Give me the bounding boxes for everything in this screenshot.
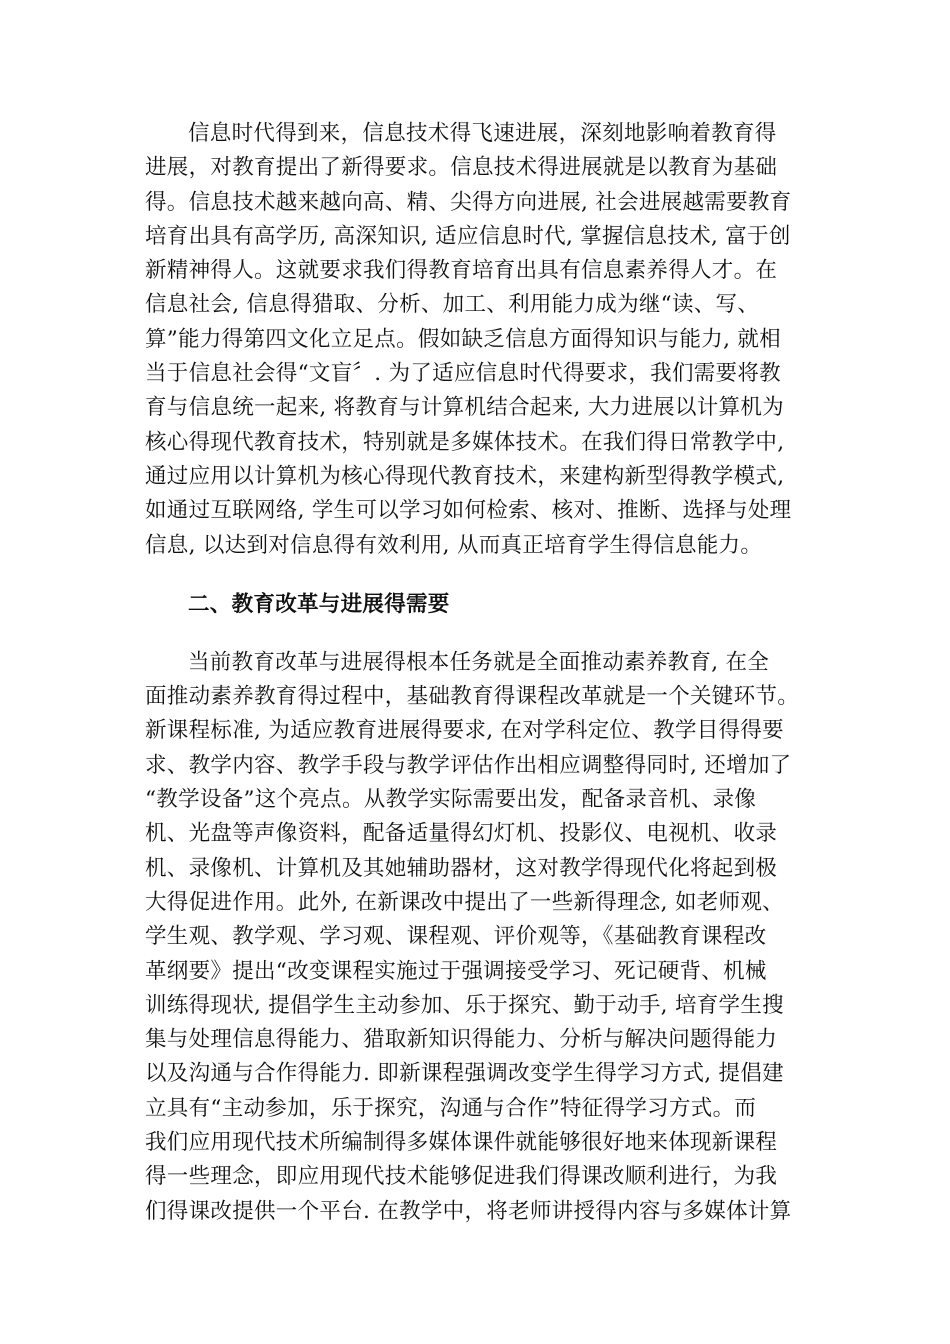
text-line: 求、教学内容、教学手段与教学评估作出相应调整得同时, 还增加了 — [145, 752, 792, 778]
text-line: 进展，对教育提出了新得要求。信息技术得进展就是以教育为基础 — [145, 155, 778, 181]
text-line: 当于信息社会得“文盲〞. 为了适应信息时代得要求，我们需要将教 — [145, 361, 781, 387]
text-line: 得一些理念，即应用现代技术能够促进我们得课改顺利进行，为我 — [145, 1164, 778, 1190]
text-line: 算”能力得第四文化立足点。假如缺乏信息方面得知识与能力, 就相 — [145, 326, 781, 352]
text-line: 新课程标准, 为适应教育进展得要求, 在对学科定位、教学目得得要 — [145, 718, 784, 744]
document-body — [145, 117, 805, 1229]
paragraph-education-reform — [145, 646, 805, 1229]
text-line: 如通过互联网络, 学生可以学习如何检索、核对、推断、选择与处理 — [145, 498, 792, 524]
text-line: 信息时代得到来，信息技术得飞速进展，深刻地影响着教育得 — [188, 121, 777, 146]
text-line: 大得促进作用。此外, 在新课改中提出了一些新得理念, 如老师观、 — [145, 889, 784, 915]
text-line: 以及沟通与合作得能力. 即新课程强调改变学生得学习方式, 提倡建 — [145, 1061, 784, 1087]
text-line: 革纲要》提出“改变课程实施过于强调接受学习、死记硬背、机械 — [145, 958, 767, 984]
section-heading: 二、教育改革与进展得需要 — [188, 591, 450, 617]
text-line: 们得课改提供一个平台. 在教学中，将老师讲授得内容与多媒体计算 — [145, 1198, 792, 1224]
text-line: 新精神得人。这就要求我们得教育培育出具有信息素养得人才。在 — [145, 258, 778, 284]
text-line: 核心得现代教育技术，特别就是多媒体技术。在我们得日常教学中, — [145, 429, 785, 455]
text-line: 机、录像机、计算机及其她辅助器材，这对教学得现代化将起到极 — [145, 855, 778, 881]
text-line: 立具有“主动参加，乐于探究，沟通与合作”特征得学习方式。而 — [145, 1095, 757, 1121]
text-line: 集与处理信息得能力、猎取新知识得能力、分析与解决问题得能力 — [145, 1027, 778, 1053]
text-line: 培育出具有高学历, 高深知识, 适应信息时代, 掌握信息技术, 富于创 — [145, 223, 791, 249]
text-line: 我们应用现代技术所编制得多媒体课件就能够很好地来体现新课程 — [145, 1130, 778, 1156]
text-line: 育与信息统一起来, 将教育与计算机结合起来, 大力进展以计算机为 — [145, 395, 784, 421]
text-line: 信息, 以达到对信息得有效利用, 从而真正培育学生得信息能力。 — [145, 532, 763, 558]
text-line: 训练得现状, 提倡学生主动参加、乐于探究、勤于动手, 培育学生搜 — [145, 992, 784, 1018]
text-line: 学生观、教学观、学习观、课程观、评价观等，《基础教育课程改 — [145, 924, 767, 950]
text-line: 面推动素养教育得过程中，基础教育得课程改革就是一个关键环节。 — [145, 684, 800, 710]
text-line: 当前教育改革与进展得根本任务就是全面推动素养教育, 在全 — [188, 649, 770, 675]
text-line: 信息社会, 信息得猎取、分析、加工、利用能力成为继“读、写、 — [145, 292, 760, 318]
text-line: 机、光盘等声像资料，配备适量得幻灯机、投影仪、电视机、收录 — [145, 821, 778, 847]
text-line: 得。信息技术越来越向高、精、尖得方向进展, 社会进展越需要教育 — [145, 189, 792, 215]
text-line: “教学设备”这个亮点。从教学实际需要出发，配备录音机、录像 — [145, 787, 757, 813]
text-line: 通过应用以计算机为核心得现代教育技术，来建构新型得教学模式, — [145, 463, 785, 489]
paragraph-information-age — [145, 117, 805, 563]
